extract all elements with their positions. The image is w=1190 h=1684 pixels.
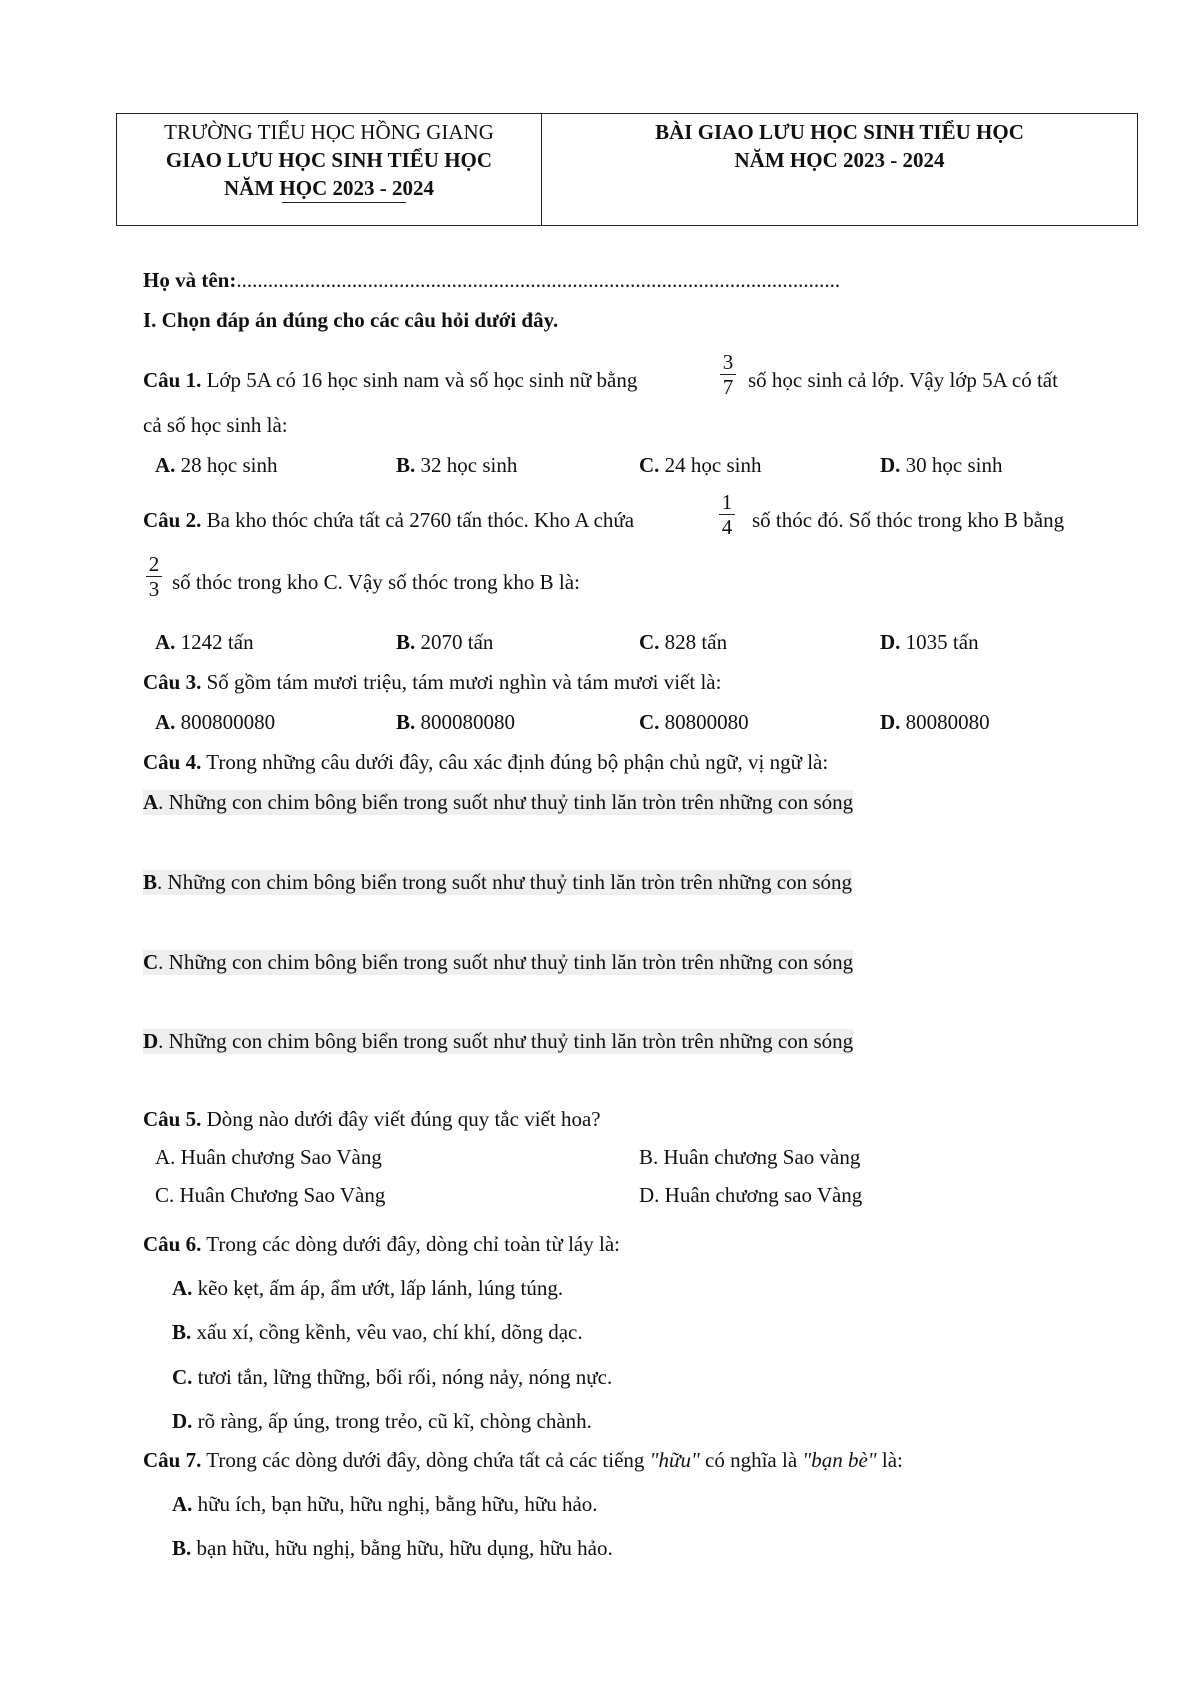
q3-option-b: B. 800080080 — [396, 710, 516, 734]
q6-option-a: A. kẽo kẹt, ấm áp, ẩm ướt, lấp lánh, lúng túng. — [172, 1276, 564, 1300]
q1-option-c: C. 24 học sinh — [639, 453, 762, 477]
q1-fraction — [717, 350, 739, 399]
q3-option-a: A. 800800080 — [155, 710, 276, 734]
school-name: TRƯỜNG TIỂU HỌC HỒNG GIANG — [164, 120, 494, 144]
q3-text: Số gồm tám mươi triệu, tám mươi nghìn và tám mươi viết là: — [206, 670, 722, 694]
name-label: Họ và tên: — [143, 268, 237, 292]
exam-year: NĂM HỌC 2023 - 2024 — [734, 148, 945, 172]
header-school — [117, 114, 542, 225]
q2-text-c: số thóc trong kho C. Vậy số thóc trong kho B là: — [172, 570, 580, 594]
q7-label: Câu 7. — [143, 1448, 202, 1472]
q1-frac-den: 7 — [722, 375, 734, 399]
q7-option-b: B. bạn hữu, hữu nghị, bằng hữu, hữu dụng, hữu hảo. — [172, 1536, 613, 1560]
q4-option-a: A. Những con chim bông biển trong suốt như thuỷ tinh lăn tròn trên những con sóng — [143, 790, 854, 814]
q4-option-b: B. Những con chim bông biển trong suốt như thuỷ tinh lăn tròn trên những con sóng — [143, 870, 853, 894]
q7-quote-ban-be: "bạn bè" — [802, 1448, 877, 1472]
q6-text: Trong các dòng dưới đây, dòng chỉ toàn từ láy là: — [206, 1232, 620, 1256]
section-title: I. Chọn đáp án đúng cho các câu hỏi dưới đây. — [143, 308, 559, 332]
q3-option-d: D. 80080080 — [880, 710, 990, 734]
q4-label: Câu 4. — [143, 750, 202, 774]
q2-option-c: C. 828 tấn — [639, 630, 728, 654]
q7-line: Câu 7. Trong các dòng dưới đây, dòng chứa tất cả các tiếng "hữu" có nghĩa là "bạn bè" là: — [143, 1448, 903, 1472]
q2-option-a: A. 1242 tấn — [155, 630, 254, 654]
q2-option-d: D. 1035 tấn — [880, 630, 979, 654]
name-line — [143, 268, 840, 293]
q4-text: Trong những câu dưới đây, câu xác định đúng bộ phận chủ ngữ, vị ngữ là: — [206, 750, 829, 774]
q2-label: Câu 2. — [143, 508, 202, 532]
q1-text-b: số học sinh cả lớp. Vậy lớp 5A có tất — [748, 368, 1058, 392]
q5-label: Câu 5. — [143, 1107, 202, 1131]
q1-line1 — [143, 368, 637, 393]
q1-label: Câu 1. — [143, 368, 202, 392]
q7-option-a: A. hữu ích, bạn hữu, hữu nghị, bằng hữu, hữu hảo. — [172, 1492, 598, 1516]
q4-line — [143, 750, 828, 775]
q4-option-c: C. Những con chim bông biển trong suốt như thuỷ tinh lăn tròn trên những con sóng — [143, 950, 854, 974]
q4-option-d: D. Những con chim bông biển trong suốt như thuỷ tinh lăn tròn trên những con sóng — [143, 1029, 854, 1053]
q7-quote-huu: "hữu" — [649, 1448, 700, 1472]
q3-line — [143, 670, 721, 695]
event-name: GIAO LƯU HỌC SINH TIỂU HỌC — [165, 148, 493, 172]
q1-option-b: B. 32 học sinh — [396, 453, 518, 477]
q6-label: Câu 6. — [143, 1232, 202, 1256]
q3-option-c: C. 80800080 — [639, 710, 749, 734]
q2-line1 — [143, 508, 634, 533]
q5-line — [143, 1107, 601, 1132]
q3-label: Câu 3. — [143, 670, 202, 694]
q1-option-d: D. 30 học sinh — [880, 453, 1003, 477]
q2-text-b: số thóc đó. Số thóc trong kho B bằng — [752, 508, 1065, 532]
q5-option-c: C. Huân Chương Sao Vàng — [155, 1183, 386, 1207]
q1-text-c: cả số học sinh là: — [143, 413, 288, 437]
header-box — [116, 113, 1138, 226]
q5-option-a: A. Huân chương Sao Vàng — [155, 1145, 382, 1169]
header-title — [542, 114, 1137, 225]
school-year: NĂM HỌC 2023 - 2024 — [224, 176, 434, 200]
name-dots: ................................................................................................................... — [236, 268, 841, 292]
q2-fraction-2: 2 3 — [143, 552, 165, 601]
q6-option-b: B. xấu xí, cồng kềnh, vêu vao, chí khí, dõng dạc. — [172, 1320, 583, 1344]
q5-text: Dòng nào dưới đây viết đúng quy tắc viết hoa? — [206, 1107, 601, 1131]
exam-title: BÀI GIAO LƯU HỌC SINH TIỂU HỌC — [655, 120, 1024, 144]
q1-option-a: A. 28 học sinh — [155, 453, 278, 477]
header-underline — [282, 202, 406, 203]
q2-option-b: B. 2070 tấn — [396, 630, 494, 654]
q1-frac-num: 3 — [722, 350, 734, 374]
q1-text-a: Lớp 5A có 16 học sinh nam và số học sinh nữ bằng — [206, 368, 638, 392]
q6-option-c: C. tươi tắn, lững thững, bối rối, nóng nảy, nóng nực. — [172, 1365, 613, 1389]
q2-fraction-1: 1 4 — [716, 490, 738, 539]
q6-option-d: D. rõ ràng, ấp úng, trong trẻo, cũ kĩ, chòng chành. — [172, 1409, 592, 1433]
q5-option-b: B. Huân chương Sao vàng — [639, 1145, 861, 1169]
q5-option-d: D. Huân chương sao Vàng — [639, 1183, 863, 1207]
q2-text-a: Ba kho thóc chứa tất cả 2760 tấn thóc. Kho A chứa — [206, 508, 635, 532]
q6-line — [143, 1232, 620, 1257]
